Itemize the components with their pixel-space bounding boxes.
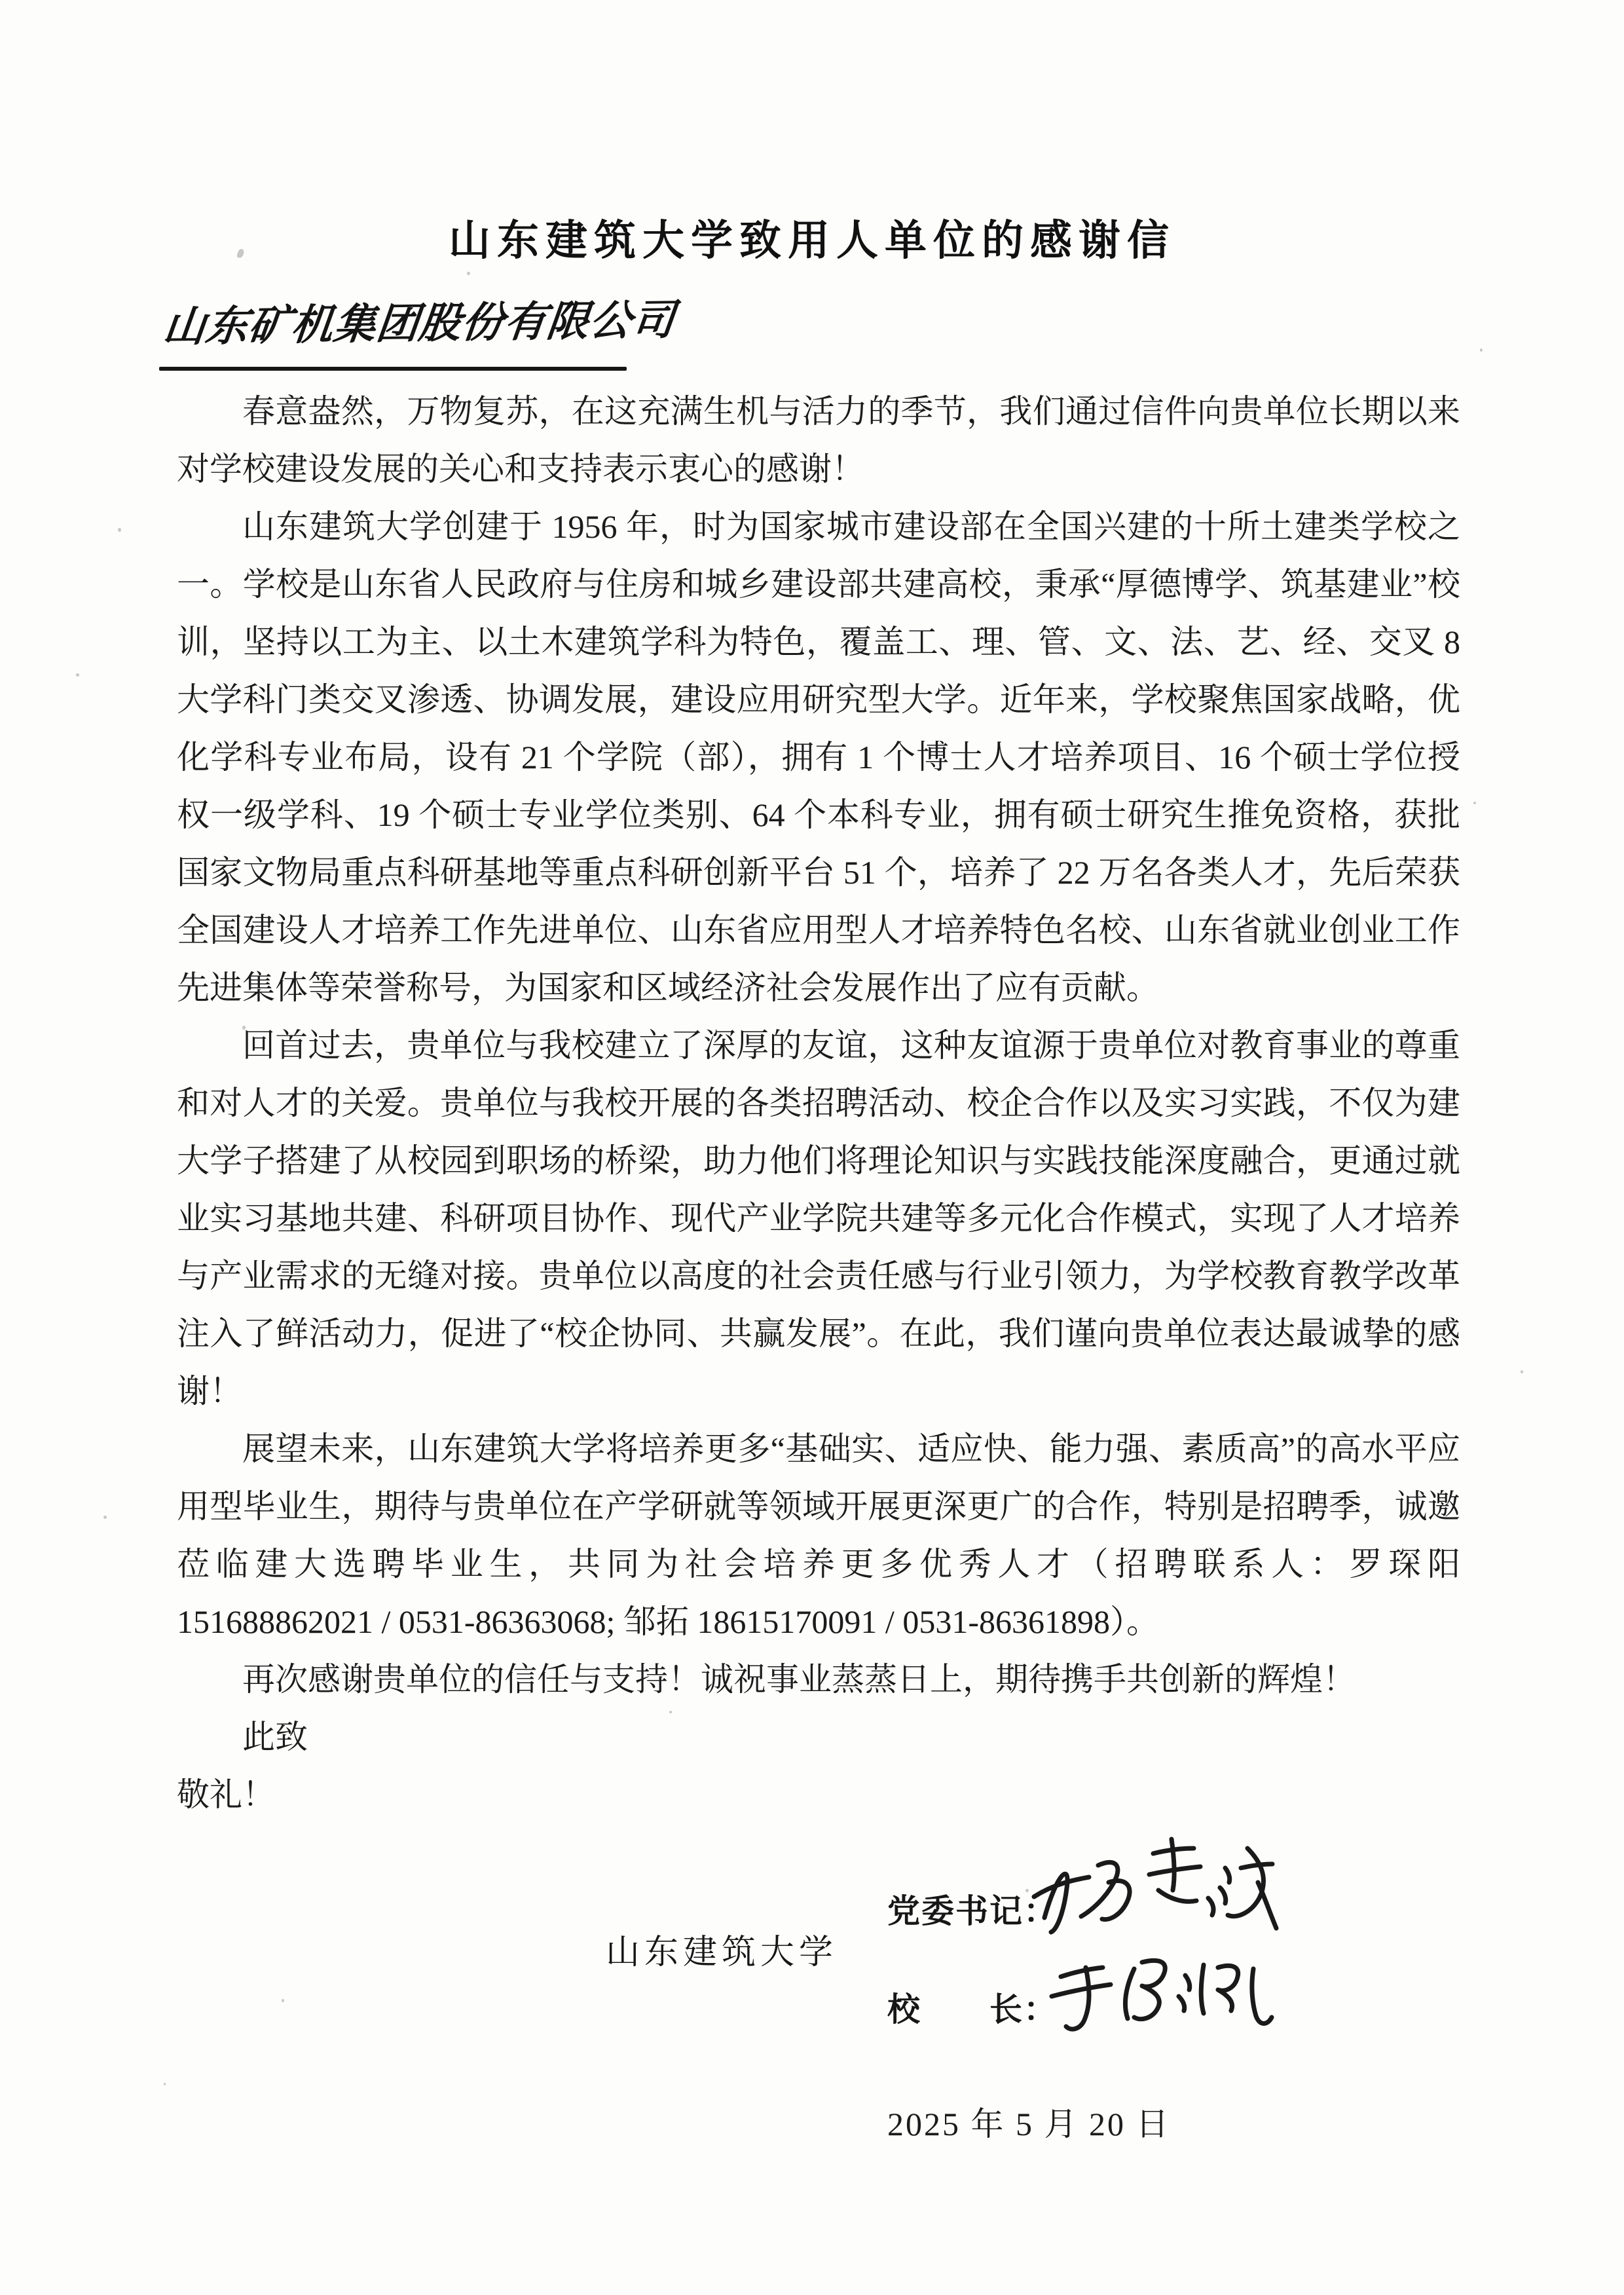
scan-speck (1473, 802, 1476, 804)
letter-date: 2025 年 5 月 20 日 (887, 2106, 1171, 2142)
secretary-label: 党委书记： (887, 1893, 1058, 1930)
scan-speck (118, 528, 121, 532)
paragraph-future-outlook: 展望未来，山东建筑大学将培养更多“基础实、适应快、能力强、素质高”的高水平应用型毕业生，期待与贵单位在产学研就等领域开展更深更广的合作，特别是招聘季，诚邀莅临建大选聘毕业生，共同为社会培养更多优秀人才（招聘联系人：罗琛阳 151688862021 / 0531-86363068; 邹拓 18615170091 / 0531-86361898）。 (177, 1430, 1460, 1640)
recipient-underline (159, 367, 627, 371)
closing-jingli: 敬礼！ (177, 1776, 275, 1813)
scan-speck (1521, 1370, 1523, 1373)
recipient-company-handwritten: 山东矿机集团股份有限公司 (160, 297, 678, 351)
president-label: 校 长： (887, 1991, 1058, 2028)
scan-speck (669, 1711, 672, 1713)
scan-speck (103, 1516, 107, 1519)
signature-university-name: 山东建筑大学 (606, 1934, 838, 1971)
president-signature-row (887, 1983, 1058, 2030)
scan-speck (1025, 1889, 1029, 1892)
closing-cizhi: 此致 (242, 1719, 308, 1755)
paragraph-school-intro: 山东建筑大学创建于 1956 年，时为国家城市建设部在全国兴建的十所土建类学校之一。学校是山东省人民政府与住房和城乡建设部共建高校，秉承“厚德博学、筑基建业”校训，坚持以工为主、以土木建筑学科为特色，覆盖工、理、管、文、法、艺、经、交叉 8 大学科门类交叉渗透、协调发展，建设应用研究型大学。近年来，学校聚焦国家战略，优化学科专业布局，设有 21 个学院（部），拥有 1 个博士人才培养项目、16 个硕士学位授权一级学科、19 个硕士专业学位类别、64 个本科专业，拥有硕士研究生推免资格，获批国家文物局重点科研基地等重点科研创新平台 51 个，培养了 22 万名各类人才，先后荣获全国建设人才培养工作先进单位、山东省应用型人才培养特色名校、山东省就业创业工作先进集体等荣誉称号，为国家和区域经济社会发展作出了应有贡献。 (177, 508, 1460, 1006)
letter-body (177, 382, 1460, 1823)
letter-title: 山东建筑大学致用人单位的感谢信 (449, 217, 1175, 264)
scan-speck (76, 673, 79, 677)
paragraph-greeting: 春意盎然，万物复苏，在这充满生机与活力的季节，我们通过信件向贵单位长期以来对学校建设发展的关心和支持表示衷心的感谢！ (177, 393, 1460, 487)
scan-speck (164, 2083, 166, 2085)
paragraph-thanks-again: 再次感谢贵单位的信任与支持！诚祝事业蒸蒸日上，期待携手共创新的辉煌！ (242, 1661, 1356, 1698)
recipient-line (160, 293, 697, 379)
scan-speck (282, 1999, 284, 2002)
scan-speck (1480, 348, 1483, 352)
scan-speck (242, 1026, 246, 1030)
president-handwritten-signature (1043, 1931, 1291, 2062)
paragraph-cooperation-review: 回首过去，贵单位与我校建立了深厚的友谊，这种友谊源于贵单位对教育事业的尊重和对人才的关爱。贵单位与我校开展的各类招聘活动、校企合作以及实习实践，不仅为建大学子搭建了从校园到职场的桥梁，助力他们将理论知识与实践技能深度融合，更通过就业实习基地共建、科研项目协作、现代产业学院共建等多元化合作模式，实现了人才培养与产业需求的无缝对接。贵单位以高度的社会责任感与行业引领力，为学校教育教学改革注入了鲜活动力，促进了“校企协同、共赢发展”。在此，我们谨向贵单位表达最诚挚的感谢！ (177, 1027, 1460, 1409)
scan-speck (467, 272, 470, 275)
